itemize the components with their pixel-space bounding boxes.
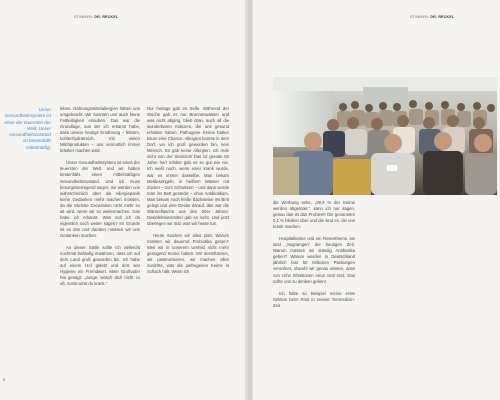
text-column-3 — [273, 200, 355, 315]
header-prefix: STIMMEN: — [74, 15, 95, 19]
right-page — [253, 0, 500, 400]
paragraph: Ich habe so Beispiel meine erste Sektion beim Rind in meiner Tiermedizin-Zeit — [273, 290, 355, 308]
running-header-right — [410, 15, 454, 19]
paragraph: die Werbung sehe, „99,9 % der Keime werden abgetötet.“, kann ich nur sagen, genau das ist das Problem! Die genannten 0,1 % bleiben über und die sind es, die uns krank machen. — [273, 200, 355, 230]
paragraph: Heute machen wir alles platt. Warum müssen wir dauernd Probiotika geben? Weil wir in unserem Umfeld nicht mehr genügend Keime haben. Wir desinfizieren, wir pasteurisieren, wir machen alles zunichte, was die pathogenen Keime in Schach hält. Wenn ich — [147, 232, 229, 275]
paragraph: Nur freitags gab es Seife. Während der Woche gab es nur Brunnenwasser und was nicht abging, blieb dran, auch all die wunderbaren Kulturen, die uns gesund erhalten haben. Pathogene Keime hatten kaum eine Chance. Allergien kannte in dem Dorf, wo ich groß geworden bin, kein Mensch. Es gab keine Allergien. Ich rede nicht von der Steinzeit! Das ist gerade 50 Jahre her! Infekte gab es so gut wie nie. Ich weiß noch, wenn einer krank wurde, war es immer dasselbe. Man bekam Meldesengeln, in heißem Wasser mit Zucker – zum Schwitzen – und dann wurde man ins Bett gesteckt – ohne Antibiotikum. Man bekam noch heiße Backsteine ins Bett gelegt und eine Decke darauf, das war die Wärmeflasche aus den 50er Jahren. Desinfektionsmittel gab es nicht. Und jetzt überlegen wir mal, was wir heute tun. — [147, 106, 229, 226]
header-author: DR. RECKEL — [94, 15, 119, 19]
text-column-1 — [60, 106, 140, 293]
paragraph: An dieser Stelle sollte ich vielleicht nochmal beiläufig erwähnen, dass ich auf dem Land groß geworden bin. Ich habe auf einem Hof gelebt und dort war Hygiene ein Fremdwort. Mein Großvater hat gesagt: „Junge, wasch dich nicht zu oft, sonst wirst du krank.“ — [60, 244, 140, 287]
header-author: DR. RECKEL — [430, 15, 455, 19]
running-header-left — [74, 15, 118, 19]
audience-photo — [273, 77, 497, 195]
header-prefix: STIMMEN: — [410, 15, 431, 19]
pull-quote: Unser Gesundheitssystem ist einer der teuersten der Welt. Unser Gesundheitszustand ist bestenfalls mittelmäßig. — [4, 107, 51, 150]
paragraph: Unser Gesundheitssystem ist eines der teuersten der Welt, und wir haben bestenfalls einen mittelmäßigen Gesundheitszustand. Und ich muss besorgniserregend sagen, wir werden uns wahrscheinlich über die Allergiepanik keine Gedanken mehr machen müssen, da die nächste Generation nicht mehr so alt wird, wenn wir so weitermachen. Das habe ich erkannt. Was soll ich da eigentlich noch weiter sagen? Im Grunde ist es das und darüber müssen wir uns Gedanken machen. — [60, 160, 140, 238]
text-column-2 — [147, 106, 229, 281]
left-page — [0, 0, 247, 400]
paragraph: leben. Nahrungsmittelallergien hätten uns umgebracht. Wir konnten uns auch keine Fettleibigkeit erlauben. Das war die Grundlage, aus der ich erkannt habe, dass unsere heutige Ernährung – fettarm, kohlenhydratreich, mit vielen Milchprodukten – uns vermutlich immer kränker machen wird. — [60, 106, 140, 154]
paragraph: Hospitalkeime und ein Resenthems, sie sind „Segnungen“ der heutigen Zeit. Warum müssen wir ständig Antibiotika geben? Warum werden in Deutschland jährlich fast 50 Millionen Packungen verordnet, obwohl wir genau wissen, dass von zehn Infektionen neun viral sind. Das sollte uns zu denken geben! — [273, 236, 355, 284]
page-number: 6 — [3, 377, 6, 382]
audience-photo-image — [273, 77, 497, 195]
